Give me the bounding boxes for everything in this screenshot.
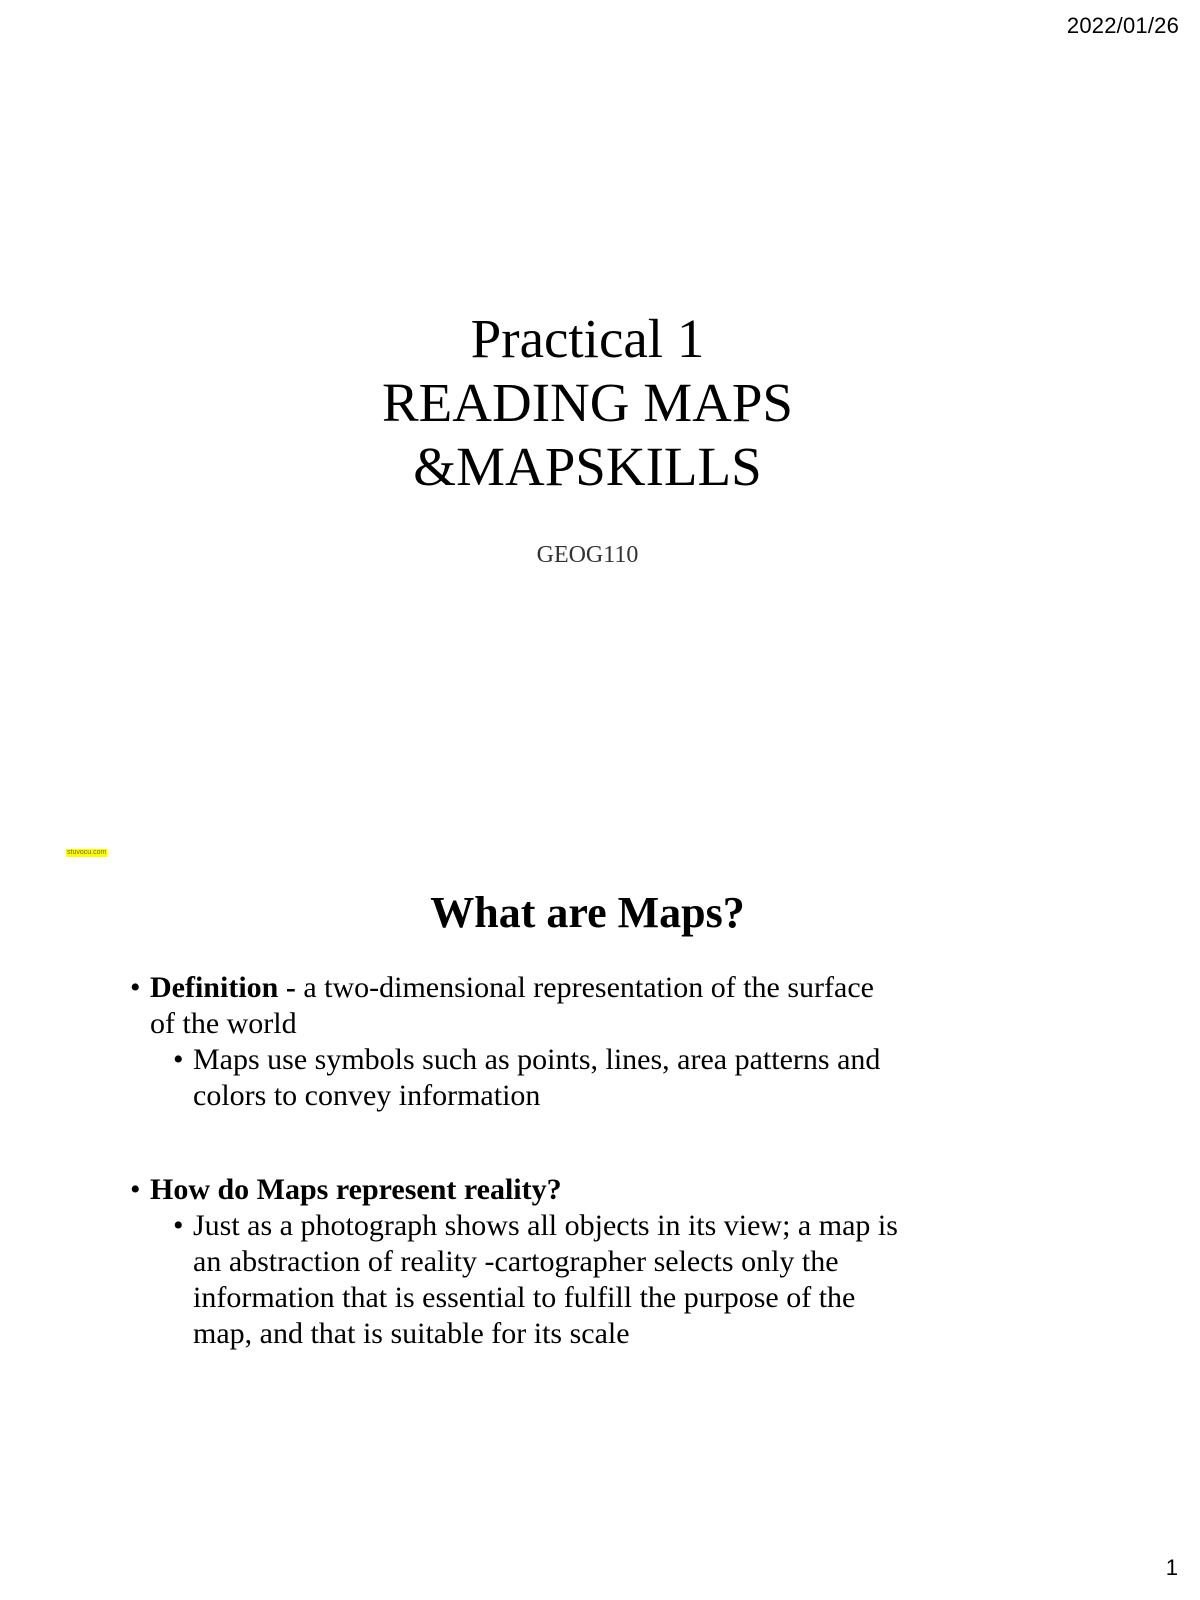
bullet-text: a two-dimensional representation of the surface	[303, 971, 874, 1004]
slide-2-title: What are Maps?	[430, 888, 745, 937]
bullet-line: of the world	[150, 1007, 297, 1040]
watermark-highlight: stuvocu.com	[67, 849, 107, 856]
page-date: 2022/01/26	[1066, 13, 1179, 38]
bullet-line: colors to convey information	[193, 1079, 541, 1112]
title-line: Practical 1	[470, 308, 705, 369]
title-line: READING MAPS	[381, 372, 794, 433]
bullet-line: information that is essential to fulfill the purpose of the	[193, 1281, 856, 1314]
bullet-line: Just as a photograph shows all objects in its view; a map is	[193, 1209, 898, 1242]
sub-bullet-item	[173, 1208, 1073, 1352]
bullet-item	[130, 970, 1070, 1042]
bullet-marker: •	[130, 971, 141, 1004]
bullet-term: How do Maps represent reality?	[150, 1173, 562, 1206]
course-code: GEOG110	[536, 542, 639, 568]
bullet-marker: •	[173, 1209, 184, 1242]
page-number: 1	[1165, 1555, 1178, 1580]
title-line: &MAPSKILLS	[413, 436, 762, 497]
bullet-term: Definition -	[150, 971, 304, 1004]
bullet-line: map, and that is suitable for its scale	[193, 1317, 630, 1350]
bullet-item	[130, 1172, 1070, 1208]
sub-bullet-item	[173, 1042, 1073, 1114]
bullet-line	[150, 970, 1070, 1006]
bullet-marker: •	[173, 1043, 184, 1076]
bullet-line: an abstraction of reality -cartographer selects only the	[193, 1245, 839, 1278]
bullet-line: Maps use symbols such as points, lines, area patterns and	[193, 1043, 881, 1076]
bullet-marker: •	[130, 1173, 141, 1206]
